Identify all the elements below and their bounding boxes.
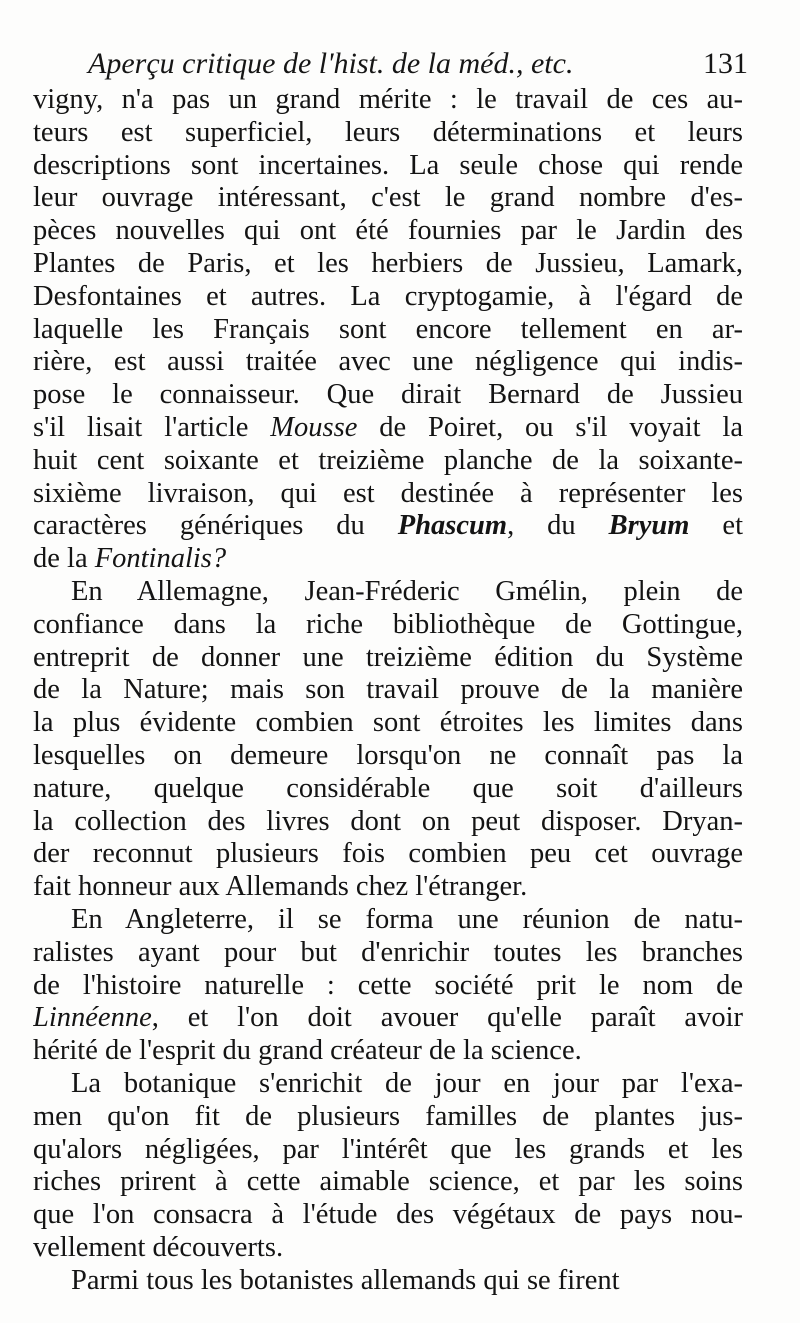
- text-line: [33, 412, 743, 445]
- text-line: [33, 576, 743, 609]
- text-run: de la Nature; mais son travail prouve de la manière: [33, 674, 743, 706]
- text-run: Plantes de Paris, et les herbiers de Jussieu, Lamark,: [33, 247, 743, 279]
- paragraph: [33, 84, 743, 576]
- italic-term: Fontinalis?: [94, 543, 227, 575]
- text-line: [33, 1199, 743, 1232]
- text-line: [33, 609, 743, 642]
- text-line: [33, 84, 743, 117]
- text-line: [33, 707, 743, 740]
- text-run: la collection des livres dont on peut disposer. Dryan-: [33, 805, 743, 837]
- text-run: , et l'on doit avouer qu'elle paraît avoir: [151, 1002, 743, 1034]
- text-run: ralistes ayant pour but d'enrichir toutes les branches: [33, 936, 743, 968]
- text-run: , du: [507, 510, 609, 542]
- text-run: leur ouvrage intéressant, c'est le grand nombre d'es-: [33, 182, 743, 214]
- text-line: [33, 1265, 743, 1298]
- paragraph: [33, 576, 743, 904]
- text-line: [33, 346, 743, 379]
- text-line: [33, 445, 743, 478]
- text-run: La botanique s'enrichit de jour en jour par l'exa-: [71, 1067, 743, 1099]
- text-run: teurs est superficiel, leurs déterminations et leurs: [33, 116, 743, 148]
- text-run: riches prirent à cette aimable science, et par les soins: [33, 1166, 743, 1198]
- text-line: [33, 215, 743, 248]
- text-line: [33, 674, 743, 707]
- text-run: rière, est aussi traitée avec une négligence qui indis-: [33, 346, 743, 378]
- text-run: men qu'on fit de plusieurs familles de plantes jus-: [33, 1100, 743, 1132]
- text-run: nature, quelque considérable que soit d'ailleurs: [33, 772, 743, 804]
- text-run: et: [689, 510, 743, 542]
- text-run: Desfontaines et autres. La cryptogamie, à l'égard de: [33, 280, 743, 312]
- text-line: [33, 510, 743, 543]
- text-line: [33, 182, 743, 215]
- paragraph: [33, 1265, 743, 1298]
- text-run: descriptions sont incertaines. La seule chose qui rende: [33, 149, 743, 181]
- body-text: [33, 84, 743, 1297]
- page-number: 131: [703, 47, 748, 80]
- text-run: qu'alors négligées, par l'intérêt que les grands et les: [33, 1133, 743, 1165]
- text-line: [33, 314, 743, 347]
- text-run: lesquelles on demeure lorsqu'on ne connaît pas la: [33, 739, 743, 771]
- text-line: [33, 1166, 743, 1199]
- text-line: [33, 740, 743, 773]
- text-run: entreprit de donner une treizième édition du Système: [33, 641, 743, 673]
- text-run: huit cent soixante et treizième planche de la soixante-: [33, 444, 743, 476]
- text-line: [33, 904, 743, 937]
- genus-name: Bryum: [608, 510, 690, 542]
- text-run: laquelle les Français sont encore tellement en ar-: [33, 313, 743, 345]
- paragraph: [33, 904, 743, 1068]
- text-line: [33, 642, 743, 675]
- text-line: [33, 970, 743, 1003]
- running-header: [88, 40, 748, 88]
- text-line: [33, 773, 743, 806]
- text-run: En Angleterre, il se forma une réunion de natu-: [71, 903, 743, 935]
- text-line: [33, 871, 743, 904]
- text-run: que l'on consacra à l'étude des végétaux de pays nou-: [33, 1199, 743, 1231]
- text-run: s'il lisait l'article: [33, 411, 271, 443]
- text-line: [33, 478, 743, 511]
- text-run: hérité de l'esprit du grand créateur de la science.: [33, 1035, 582, 1067]
- text-run: de Poiret, ou s'il voyait la: [357, 411, 743, 443]
- text-run: vellement découverts.: [33, 1231, 284, 1263]
- text-run: der reconnut plusieurs fois combien peu cet ouvrage: [33, 838, 743, 870]
- text-run: caractères génériques du: [33, 510, 398, 542]
- text-run: pèces nouvelles qui ont été fournies par le Jardin des: [33, 215, 743, 247]
- text-line: [33, 1101, 743, 1134]
- text-line: [33, 543, 743, 576]
- text-line: [33, 281, 743, 314]
- text-run: fait honneur aux Allemands chez l'étranger.: [33, 871, 528, 903]
- paragraph: [33, 1068, 743, 1265]
- text-run: la plus évidente combien sont étroites les limites dans: [33, 707, 743, 739]
- text-run: pose le connaisseur. Que dirait Bernard de Jussieu: [33, 379, 743, 411]
- text-line: [33, 1035, 743, 1068]
- genus-name: Phascum: [397, 510, 508, 542]
- text-run: de la: [33, 543, 95, 575]
- text-line: [33, 1232, 743, 1265]
- text-run: sixième livraison, qui est destinée à représenter les: [33, 477, 743, 509]
- text-line: [33, 806, 743, 839]
- italic-term: Linnéenne: [33, 1002, 152, 1034]
- text-run: En Allemagne, Jean-Fréderic Gmélin, plein de: [71, 575, 743, 607]
- text-line: [33, 937, 743, 970]
- text-line: [33, 117, 743, 150]
- text-run: vigny, n'a pas un grand mérite : le travail de ces au-: [33, 84, 743, 115]
- text-line: [33, 248, 743, 281]
- text-line: [33, 838, 743, 871]
- text-run: confiance dans la riche bibliothèque de Gottingue,: [33, 608, 743, 640]
- running-title: Aperçu critique de l'hist. de la méd., etc.: [88, 47, 574, 80]
- text-line: [33, 1134, 743, 1167]
- text-line: [33, 1068, 743, 1101]
- text-line: [33, 150, 743, 183]
- text-line: [33, 1002, 743, 1035]
- text-run: de l'histoire naturelle : cette société prit le nom de: [33, 969, 743, 1001]
- italic-term: Mousse: [270, 411, 358, 443]
- text-line: [33, 379, 743, 412]
- text-run: Parmi tous les botanistes allemands qui se firent: [71, 1264, 620, 1296]
